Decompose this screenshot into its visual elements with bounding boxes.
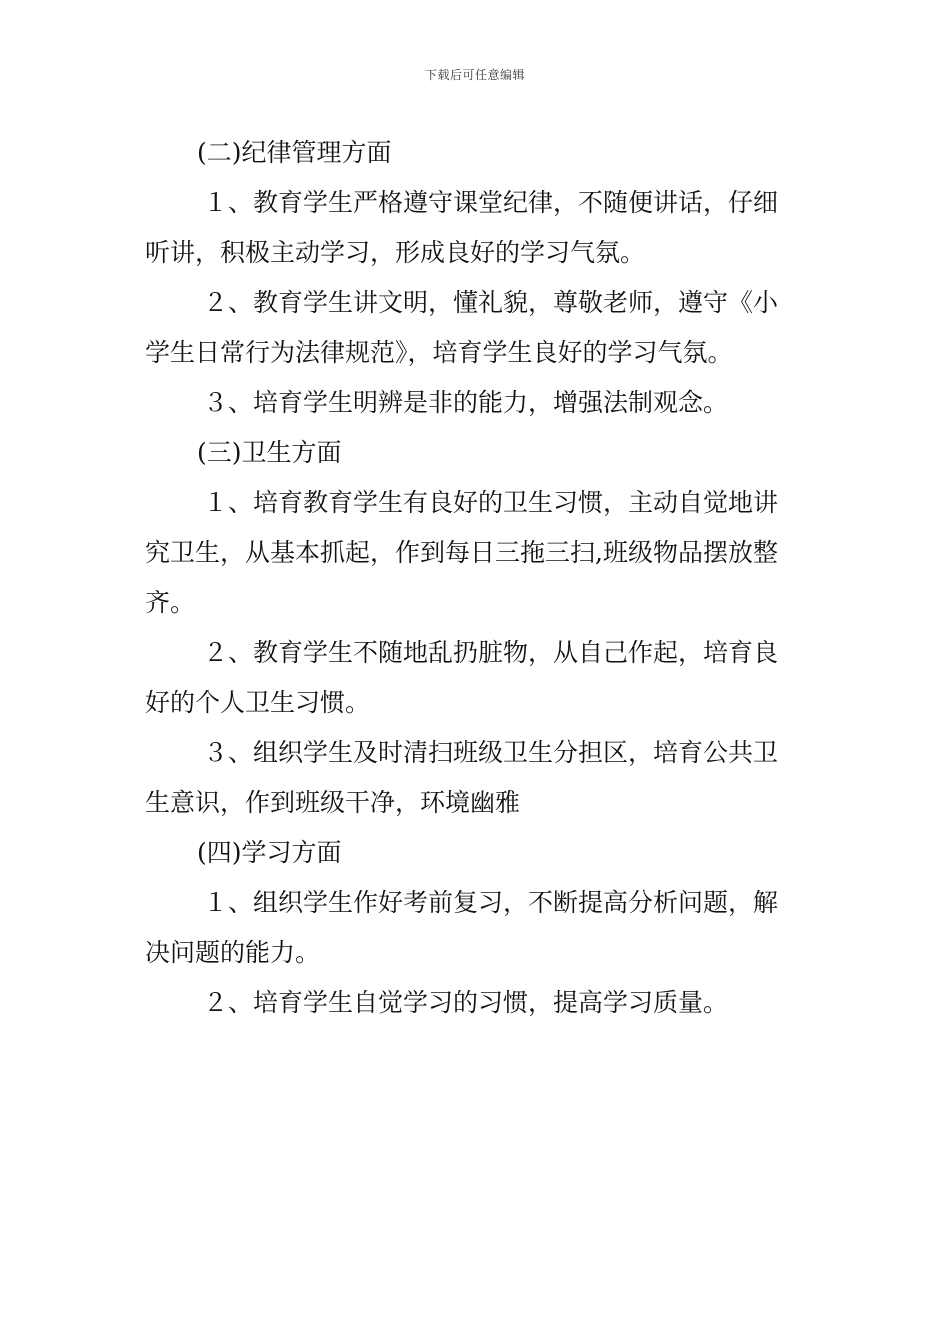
document-body xyxy=(145,128,805,1028)
section-heading: (二)纪律管理方面 xyxy=(197,138,392,167)
paragraph-line: 生意识，作到班级干净，环境幽雅 xyxy=(145,788,521,817)
paragraph-line: ２、培育学生自觉学习的习惯，提高学习质量。 xyxy=(203,988,729,1017)
section-heading: (三)卫生方面 xyxy=(197,438,342,467)
paragraph-line: ３、培育学生明辨是非的能力，增强法制观念。 xyxy=(203,388,729,417)
paragraph-line: 听讲，积极主动学习，形成良好的学习气氛。 xyxy=(145,238,646,267)
paragraph-line: ２、教育学生不随地乱扔脏物，从自己作起，培育良 xyxy=(203,638,779,667)
paragraph xyxy=(145,878,805,978)
paragraph-line: １、教育学生严格遵守课堂纪律，不随便讲话，仔细 xyxy=(203,188,779,217)
paragraph-line: ３、组织学生及时清扫班级卫生分担区，培育公共卫 xyxy=(203,738,779,767)
paragraph-line: 究卫生，从基本抓起，作到每日三拖三扫,班级物品摆放整 xyxy=(145,538,778,567)
paragraph xyxy=(145,728,805,828)
paragraph xyxy=(145,978,805,1028)
paragraph-line: 齐。 xyxy=(145,588,196,617)
paragraph-line: 好的个人卫生习惯。 xyxy=(145,688,371,717)
paragraph xyxy=(145,378,805,428)
paragraph xyxy=(145,478,805,628)
paragraph xyxy=(145,628,805,728)
paragraph-line: １、培育教育学生有良好的卫生习惯，主动自觉地讲 xyxy=(203,488,779,517)
paragraph-line: 决问题的能力。 xyxy=(145,938,321,967)
paragraph xyxy=(145,278,805,378)
section-heading: (四)学习方面 xyxy=(197,838,342,867)
paragraph-line: １、组织学生作好考前复习，不断提高分析问题，解 xyxy=(203,888,779,917)
page-header: 下载后可任意编辑 xyxy=(424,68,525,82)
paragraph xyxy=(145,178,805,278)
paragraph-line: ２、教育学生讲文明，懂礼貌，尊敬老师，遵守《小 xyxy=(203,288,779,317)
paragraph-line: 学生日常行为法律规范》，培育学生良好的学习气氛。 xyxy=(145,338,733,367)
